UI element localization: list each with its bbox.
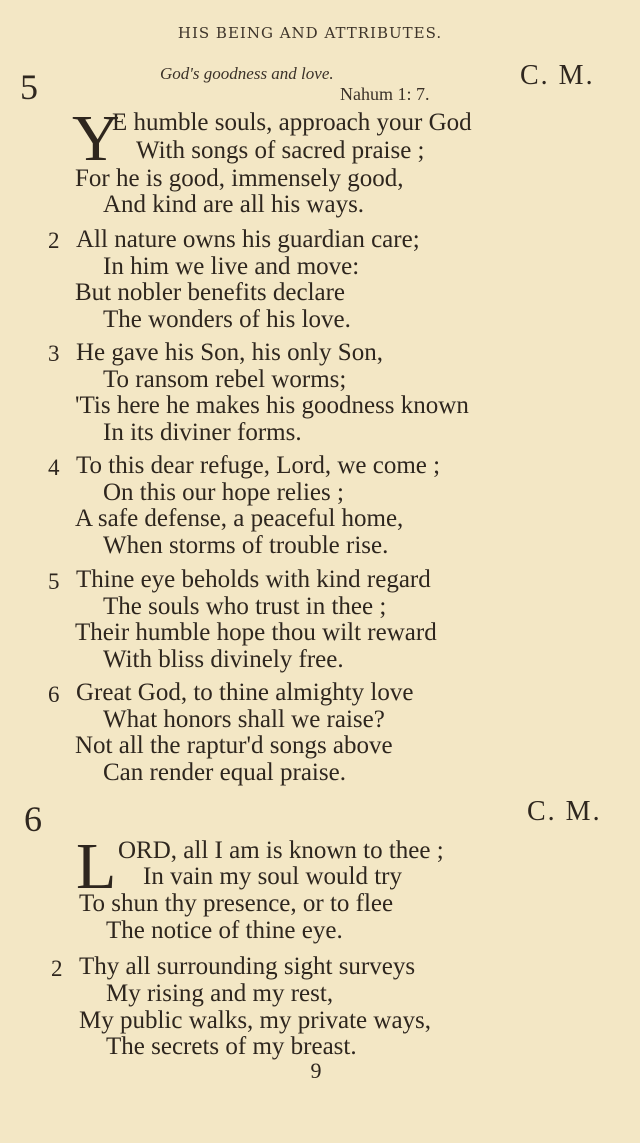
hymn-line: In its diviner forms.: [103, 419, 302, 446]
stanza-number: 2: [51, 956, 63, 981]
hymn-line: E humble souls, approach your God: [112, 109, 472, 136]
hymn-line: For he is good, immensely good,: [75, 165, 404, 192]
hymn-line: Their humble hope thou wilt reward: [75, 619, 437, 646]
hymn-line: A safe defense, a peaceful home,: [75, 505, 404, 532]
hymn-line: My public walks, my private ways,: [79, 1007, 432, 1034]
hymn-line: Thy all surrounding sight surveys: [79, 953, 416, 980]
hymn-line: He gave his Son, his only Son,: [76, 339, 383, 366]
hymn-line: In vain my soul would try: [143, 863, 403, 890]
drop-cap: L: [76, 830, 117, 903]
stanza-number: 6: [48, 682, 60, 707]
hymn-number: 5: [20, 67, 38, 107]
hymn-number: 6: [24, 799, 42, 839]
hymn-line: Great God, to thine almighty love: [76, 679, 414, 706]
stanza-number: 4: [48, 455, 60, 480]
stanza-number: 2: [48, 228, 60, 253]
hymn-line: With songs of sacred praise ;: [136, 137, 425, 164]
page-number: 9: [310, 1058, 322, 1083]
hymn-line: ORD, all I am is known to thee ;: [118, 837, 444, 864]
hymn-line: Thine eye beholds with kind regard: [76, 566, 431, 593]
hymn-line: To shun thy presence, or to flee: [79, 890, 394, 917]
drop-cap: Y: [72, 102, 120, 175]
hymn-line: To this dear refuge, Lord, we come ;: [76, 452, 441, 479]
hymn-line: And kind are all his ways.: [103, 191, 365, 218]
hymn-meter: C. M.: [520, 60, 595, 91]
hymn-line: When storms of trouble rise.: [103, 532, 389, 559]
hymn-meter: C. M.: [527, 796, 602, 827]
hymn-subtitle: God's goodness and love.: [160, 64, 334, 83]
hymn-line: What honors shall we raise?: [103, 706, 385, 733]
hymn-line: The secrets of my breast.: [106, 1033, 357, 1060]
hymn-line: The wonders of his love.: [103, 306, 351, 333]
hymn-line: But nobler benefits declare: [75, 279, 346, 306]
hymn-line: With bliss divinely free.: [103, 646, 344, 673]
hymn-line: In him we live and move:: [103, 253, 360, 280]
running-head: HIS BEING AND ATTRIBUTES.: [177, 24, 443, 42]
hymn-line: Can render equal praise.: [103, 759, 346, 786]
stanza-number: 5: [48, 569, 60, 594]
hymn-line: My rising and my rest,: [106, 980, 334, 1007]
hymn-line: The souls who trust in thee ;: [103, 593, 387, 620]
hymn-line: The notice of thine eye.: [106, 917, 343, 944]
hymn-line: On this our hope relies ;: [103, 479, 344, 506]
stanza-number: 3: [48, 341, 60, 366]
hymn-line: Not all the raptur'd songs above: [75, 732, 393, 759]
hymn-line: 'Tis here he makes his goodness known: [75, 392, 469, 419]
hymn-line: To ransom rebel worms;: [103, 366, 347, 393]
hymn-line: All nature owns his guardian care;: [76, 226, 420, 253]
hymn-scripture: Nahum 1: 7.: [340, 84, 430, 104]
